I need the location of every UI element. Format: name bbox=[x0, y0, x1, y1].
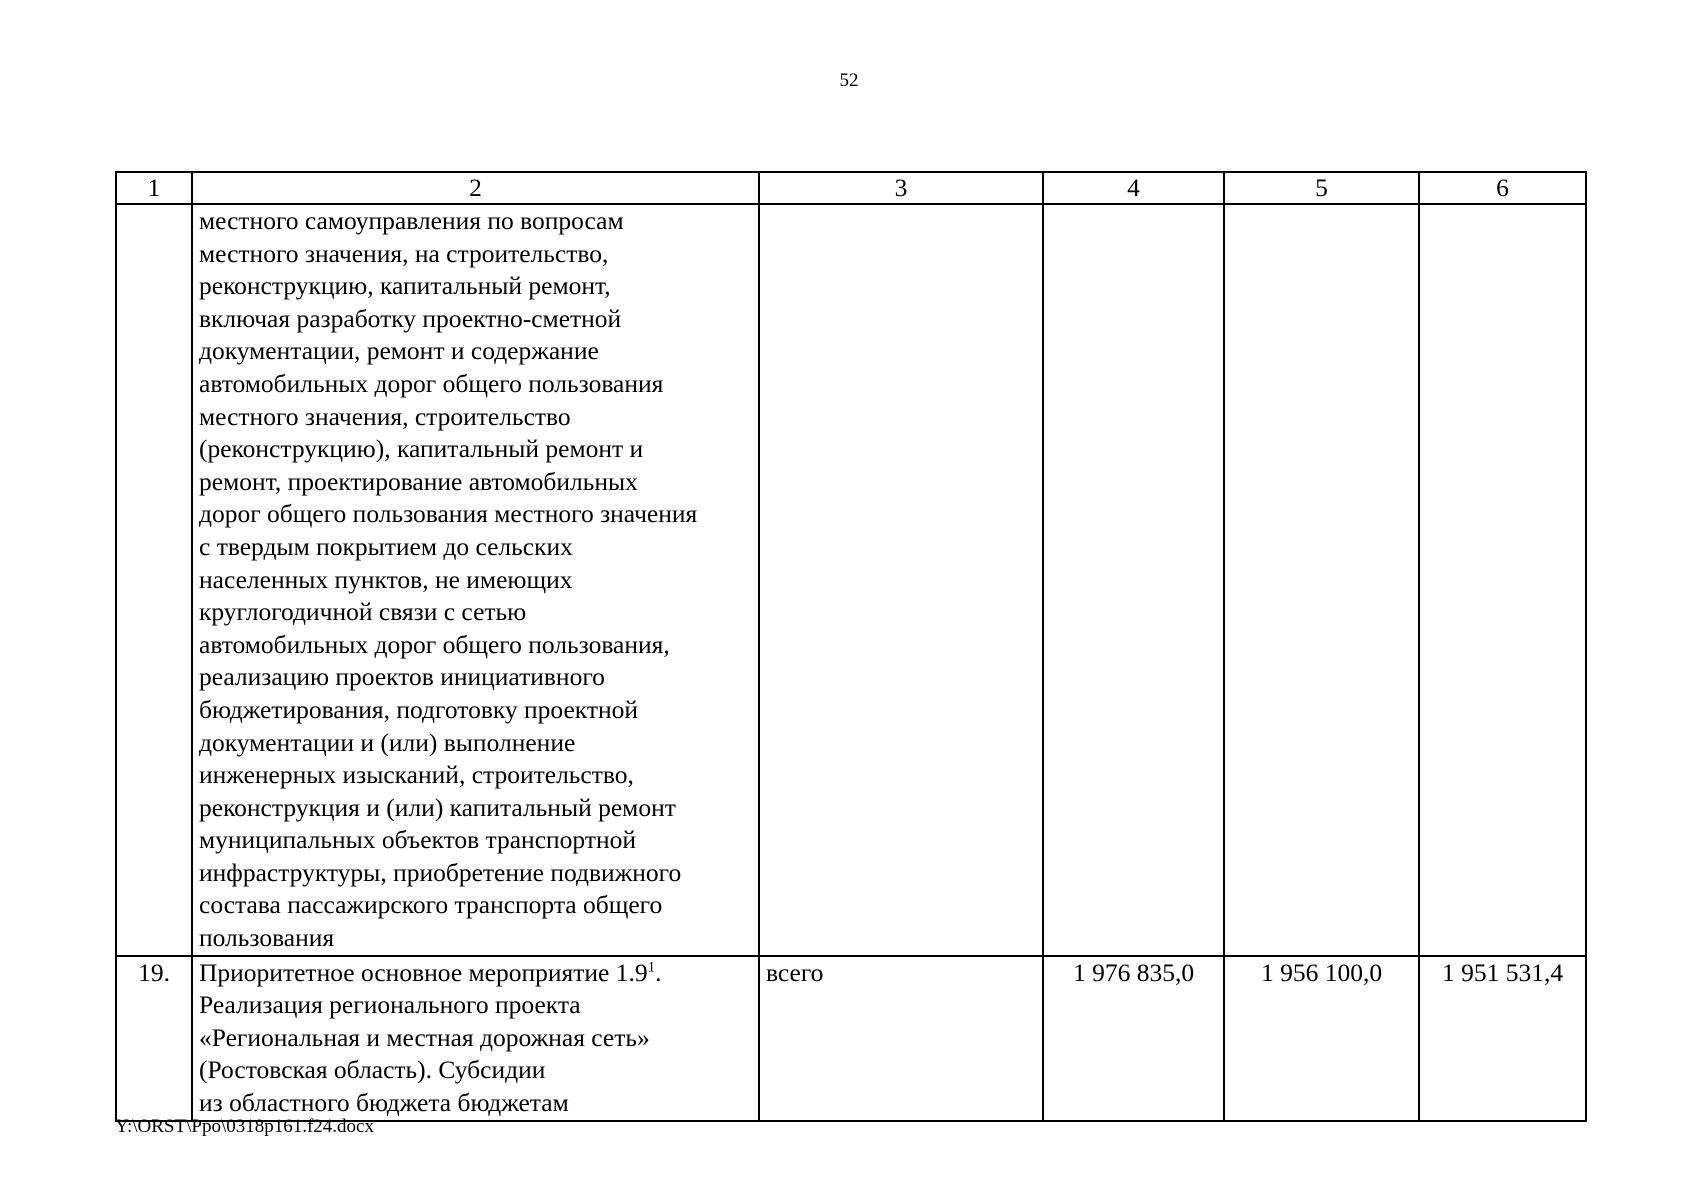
description-line: местного значения, строительство bbox=[199, 401, 571, 431]
description-line: из областного бюджета бюджетам bbox=[199, 1088, 569, 1118]
description-cell bbox=[192, 204, 759, 956]
page-number: 52 bbox=[839, 70, 859, 91]
description-line: состава пассажирского транспорта общего bbox=[199, 890, 663, 920]
amount-cell-col6: 1 951 531,4 bbox=[1419, 956, 1586, 1121]
description-line bbox=[199, 957, 752, 990]
row-number-cell bbox=[116, 204, 192, 956]
header-col-6: 6 bbox=[1419, 172, 1586, 204]
description-line: ремонт, проектирование автомобильных bbox=[199, 466, 638, 496]
description-line: местного значения, на строительство, bbox=[199, 238, 609, 268]
document-file-path: Y:\ORST\Ppo\0318p161.f24.docx bbox=[115, 1116, 374, 1137]
amount-cell-col4: 1 976 835,0 bbox=[1043, 956, 1224, 1121]
description-line: инфраструктуры, приобретение подвижного bbox=[199, 857, 682, 887]
description-line: реконструкция и (или) капитальный ремонт bbox=[199, 792, 676, 822]
description-line: (Ростовская область). Субсидии bbox=[199, 1055, 546, 1085]
description-cell bbox=[192, 956, 759, 1121]
header-col-2: 2 bbox=[192, 172, 759, 204]
amount-cell bbox=[1043, 204, 1224, 956]
description-line: документации и (или) выполнение bbox=[199, 727, 576, 757]
title-period: . bbox=[655, 957, 662, 987]
header-col-3: 3 bbox=[759, 172, 1043, 204]
description-line: муниципальных объектов транспортной bbox=[199, 825, 637, 855]
description-line: дорог общего пользования местного значения bbox=[199, 499, 698, 529]
description-line: (реконструкцию), капитальный ремонт и bbox=[199, 434, 644, 464]
amount-cell bbox=[1224, 204, 1419, 956]
description-line: инженерных изысканий, строительство, bbox=[199, 760, 634, 790]
header-col-1: 1 bbox=[116, 172, 192, 204]
table-row-19 bbox=[116, 956, 1586, 1121]
description-line: населенных пунктов, не имеющих bbox=[199, 564, 573, 594]
measure-title-text: Приоритетное основное мероприятие 1.9 bbox=[199, 957, 648, 987]
header-col-4: 4 bbox=[1043, 172, 1224, 204]
description-line: с твердым покрытием до сельских bbox=[199, 531, 573, 561]
description-line: автомобильных дорог общего пользования bbox=[199, 368, 664, 398]
description-line: автомобильных дорог общего пользования, bbox=[199, 629, 670, 659]
description-line: местного самоуправления по вопросам bbox=[199, 206, 624, 235]
description-line: реализацию проектов инициативного bbox=[199, 662, 605, 692]
description-line: круглогодичной связи с сетью bbox=[199, 597, 527, 627]
description-line: бюджетирования, подготовку проектной bbox=[199, 694, 639, 724]
source-cell: всего bbox=[759, 956, 1043, 1121]
description-line: Реализация регионального проекта bbox=[199, 990, 581, 1020]
description-line: документации, ремонт и содержание bbox=[199, 336, 599, 366]
footnote-superscript: 1 bbox=[647, 959, 656, 976]
budget-table bbox=[115, 171, 1587, 1122]
amount-cell-col5: 1 956 100,0 bbox=[1224, 956, 1419, 1121]
amount-cell bbox=[1419, 204, 1586, 956]
description-line: «Региональная и местная дорожная сеть» bbox=[199, 1022, 650, 1052]
description-line: пользования bbox=[199, 923, 335, 953]
table-header-row bbox=[116, 172, 1586, 204]
table-row-continuation bbox=[116, 204, 1586, 956]
header-col-5: 5 bbox=[1224, 172, 1419, 204]
row-number-cell: 19. bbox=[116, 956, 192, 1121]
source-cell bbox=[759, 204, 1043, 956]
description-line: включая разработку проектно-сметной bbox=[199, 303, 622, 333]
description-line: реконструкцию, капитальный ремонт, bbox=[199, 271, 611, 301]
